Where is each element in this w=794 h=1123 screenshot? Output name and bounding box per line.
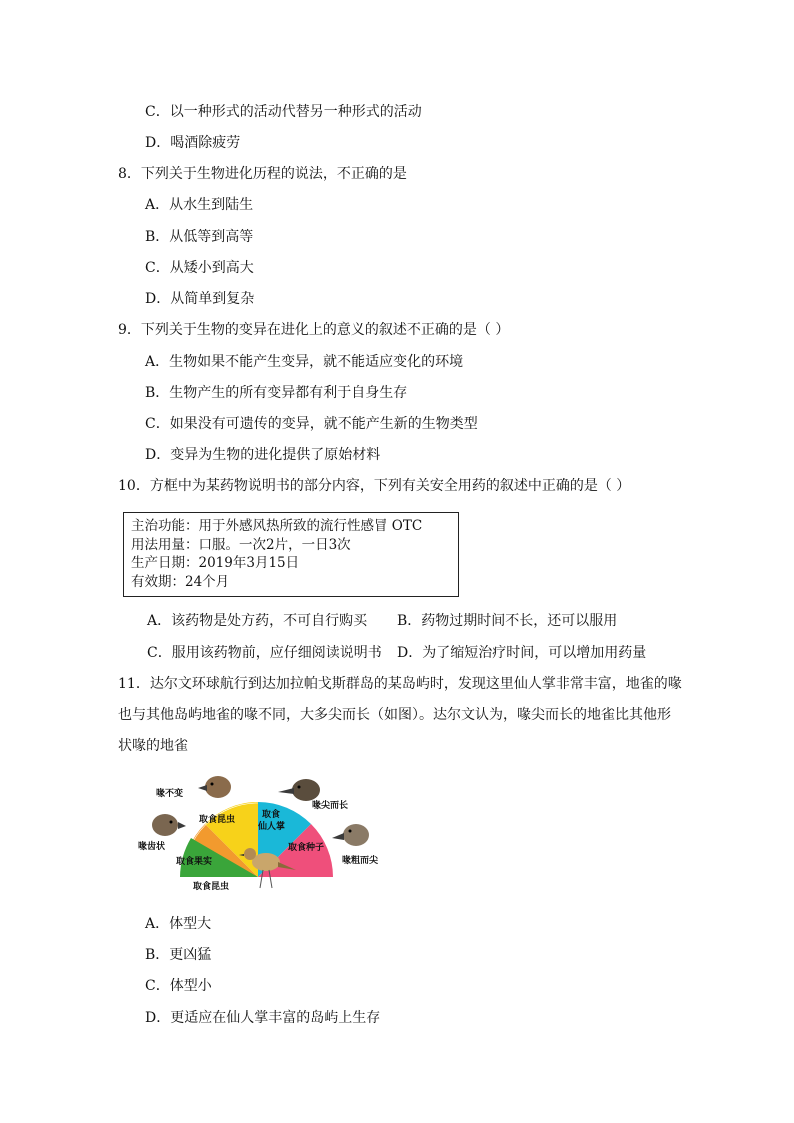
q10-option-b: B．药物过期时间不长，还可以服用 <box>397 613 618 629</box>
label-seg-insects-top: 取食昆虫 <box>199 815 236 825</box>
drug-label-line: 有效期：24个月 <box>131 573 230 590</box>
label-beak-unchanged: 喙不变 <box>156 789 184 799</box>
label-seg-seeds: 取食种子 <box>288 843 325 853</box>
finch-head-icon <box>152 814 186 836</box>
drug-label-line: 用法用量：口服。一次2片，一日3次 <box>131 536 351 553</box>
q9-option-c: C．如果没有可遗传的变异，就不能产生新的生物类型 <box>145 416 478 432</box>
q11-stem-line2: 也与其他岛屿地雀的喙不同，大多尖而长（如图）。达尔文认为，喙尖而长的地雀比其他形 <box>118 707 671 723</box>
label-beak-thick-pointed: 喙粗而尖 <box>342 856 379 866</box>
drug-label-box <box>123 512 459 597</box>
q10-stem: 10．方框中为某药物说明书的部分内容，下列有关安全用药的叙述中正确的是（ ） <box>118 478 631 494</box>
label-seg-cactus-1: 取食 <box>262 810 281 820</box>
q11-option-a: A．体型大 <box>145 916 212 932</box>
q10-option-d: D．为了缩短治疗时间，可以增加用药量 <box>397 645 647 661</box>
label-beak-pointed-long: 喙尖而长 <box>312 801 349 811</box>
q11-option-c: C．体型小 <box>145 978 212 994</box>
label-beak-tooth: 喙齿状 <box>138 842 166 852</box>
q11-stem-line1: 11．达尔文环球航行到达加拉帕戈斯群岛的某岛屿时，发现这里仙人掌非常丰富，地雀的喙 <box>118 676 682 692</box>
q9-option-d: D．变异为生物的进化提供了原始材料 <box>145 447 381 463</box>
q8-option-b: B．从低等到高等 <box>145 229 254 245</box>
label-seg-insects-bottom: 取食昆虫 <box>193 882 230 892</box>
q8-stem: 8．下列关于生物进化历程的说法，不正确的是 <box>118 166 407 182</box>
q10-option-c: C．服用该药物前，应仔细阅读说明书 <box>147 645 382 661</box>
drug-label-line: 主治功能：用于外感风热所致的流行性感冒 OTC <box>131 518 423 534</box>
q11-option-b: B．更凶猛 <box>145 947 212 963</box>
label-seg-cactus-2: 仙人掌 <box>258 822 286 832</box>
q9-stem: 9．下列关于生物的变异在进化上的意义的叙述不正确的是（ ） <box>118 322 510 338</box>
q7-option-d: D．喝酒除疲劳 <box>145 135 241 151</box>
drug-label-line: 生产日期：2019年3月15日 <box>131 555 300 571</box>
q8-option-d: D．从简单到复杂 <box>145 291 255 307</box>
label-seg-fruit: 取食果实 <box>176 857 213 867</box>
q9-option-b: B．生物产生的所有变异都有利于自身生存 <box>145 385 408 401</box>
q9-option-a: A．生物如果不能产生变异，就不能适应变化的环境 <box>145 354 464 370</box>
finch-head-icon <box>198 776 231 798</box>
finch-beak-figure <box>138 770 408 898</box>
finch-head-icon <box>278 779 320 801</box>
q8-option-a: A．从水生到陆生 <box>145 197 254 213</box>
q10-option-a: A．该药物是处方药，不可自行购买 <box>147 613 368 629</box>
q11-stem-line3: 状喙的地雀 <box>118 738 188 754</box>
q7-option-c: C．以一种形式的活动代替另一种形式的活动 <box>145 104 422 120</box>
q8-option-c: C．从矮小到高大 <box>145 260 254 276</box>
q11-option-d: D．更适应在仙人掌丰富的岛屿上生存 <box>145 1010 381 1026</box>
finch-head-icon <box>332 824 369 846</box>
